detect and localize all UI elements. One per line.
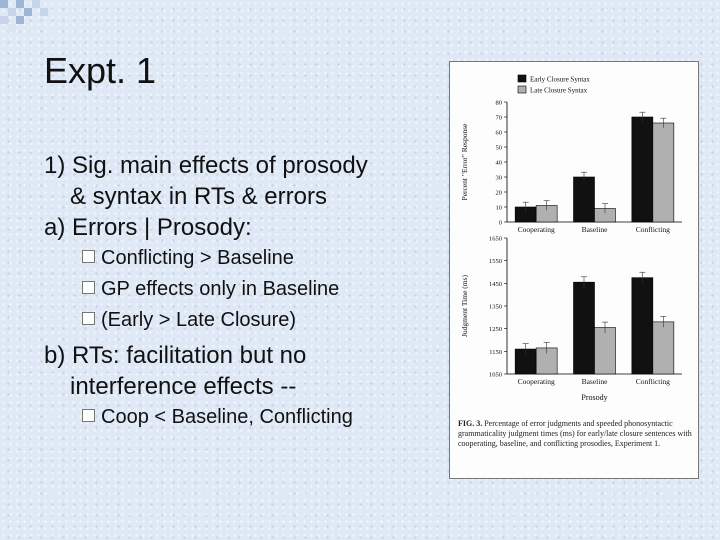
caption-text: Percentage of error judgments and speeded phonosyntactic grammaticality judgment times (ms) for early/late closure sentences with cooperating, baseline, and conflicting prosodies, Experiment 1. bbox=[458, 419, 692, 448]
point-b-line-1: b) RTs: facilitation but no bbox=[44, 342, 307, 369]
sub-b1-text: Coop < Baseline, Conflicting bbox=[101, 406, 353, 428]
y-tick-label: 60 bbox=[495, 129, 502, 137]
y-tick-label: 1350 bbox=[489, 303, 502, 311]
point-1-line-2: & syntax in RTs & errors bbox=[70, 183, 327, 210]
y-tick-label: 80 bbox=[495, 99, 502, 107]
y-tick-label: 1450 bbox=[489, 280, 502, 288]
caption-label: FIG. 3. bbox=[458, 419, 483, 428]
category-label: Cooperating bbox=[517, 377, 555, 386]
y-tick-label: 40 bbox=[495, 159, 502, 167]
checkbox-bullet-icon bbox=[82, 281, 95, 294]
sub-b1 bbox=[44, 402, 368, 433]
bar bbox=[653, 123, 674, 222]
category-label: Baseline bbox=[581, 225, 608, 234]
y-axis-label: Judgment Time (ms) bbox=[460, 274, 469, 338]
checkbox-bullet-icon bbox=[82, 312, 95, 325]
y-tick-label: 30 bbox=[495, 174, 502, 182]
category-label: Cooperating bbox=[517, 225, 555, 234]
bar bbox=[574, 282, 595, 374]
slide-body bbox=[44, 150, 368, 433]
y-tick-label: 1250 bbox=[489, 326, 502, 334]
sub-a2 bbox=[44, 274, 368, 305]
y-tick-label: 1650 bbox=[489, 235, 502, 243]
y-tick-label: 1150 bbox=[489, 348, 502, 356]
sub-a3-text: (Early > Late Closure) bbox=[101, 309, 297, 331]
bar bbox=[632, 117, 653, 222]
point-1-line-1: 1) Sig. main effects of prosody bbox=[44, 152, 368, 179]
y-axis-label: Percent "Error" Response bbox=[460, 123, 469, 201]
slide-corner-decoration bbox=[0, 0, 60, 40]
legend-label: Late Closure Syntax bbox=[530, 86, 588, 95]
legend-swatch bbox=[518, 86, 526, 93]
category-label: Conflicting bbox=[635, 225, 670, 234]
checkbox-bullet-icon bbox=[82, 250, 95, 263]
point-1 bbox=[44, 150, 368, 212]
legend-label: Early Closure Syntax bbox=[530, 75, 590, 84]
y-tick-label: 20 bbox=[495, 189, 502, 197]
y-tick-label: 0 bbox=[498, 219, 502, 227]
sub-a1-text: Conflicting > Baseline bbox=[101, 247, 294, 269]
x-axis-label: Prosody bbox=[581, 393, 608, 402]
bar bbox=[595, 328, 616, 374]
category-label: Baseline bbox=[581, 377, 608, 386]
y-tick-label: 50 bbox=[495, 144, 502, 152]
legend-swatch bbox=[518, 75, 526, 82]
bar bbox=[653, 322, 674, 374]
sub-a1 bbox=[44, 243, 368, 274]
bar bbox=[574, 177, 595, 222]
point-a: a) Errors | Prosody: bbox=[44, 214, 252, 241]
y-tick-label: 10 bbox=[495, 204, 502, 212]
figure-panel bbox=[449, 61, 699, 479]
bar bbox=[632, 278, 653, 374]
figure-caption bbox=[458, 419, 694, 449]
category-label: Conflicting bbox=[635, 377, 670, 386]
y-tick-label: 70 bbox=[495, 114, 502, 122]
point-b-line-2: interference effects -- bbox=[70, 373, 297, 400]
sub-a2-text: GP effects only in Baseline bbox=[101, 278, 340, 300]
point-b bbox=[44, 340, 368, 402]
y-tick-label: 1550 bbox=[489, 258, 502, 266]
slide-title: Expt. 1 bbox=[44, 50, 157, 91]
checkbox-bullet-icon bbox=[82, 409, 95, 422]
bar-charts bbox=[450, 62, 698, 478]
sub-a3 bbox=[44, 305, 368, 336]
y-tick-label: 1050 bbox=[489, 371, 502, 379]
